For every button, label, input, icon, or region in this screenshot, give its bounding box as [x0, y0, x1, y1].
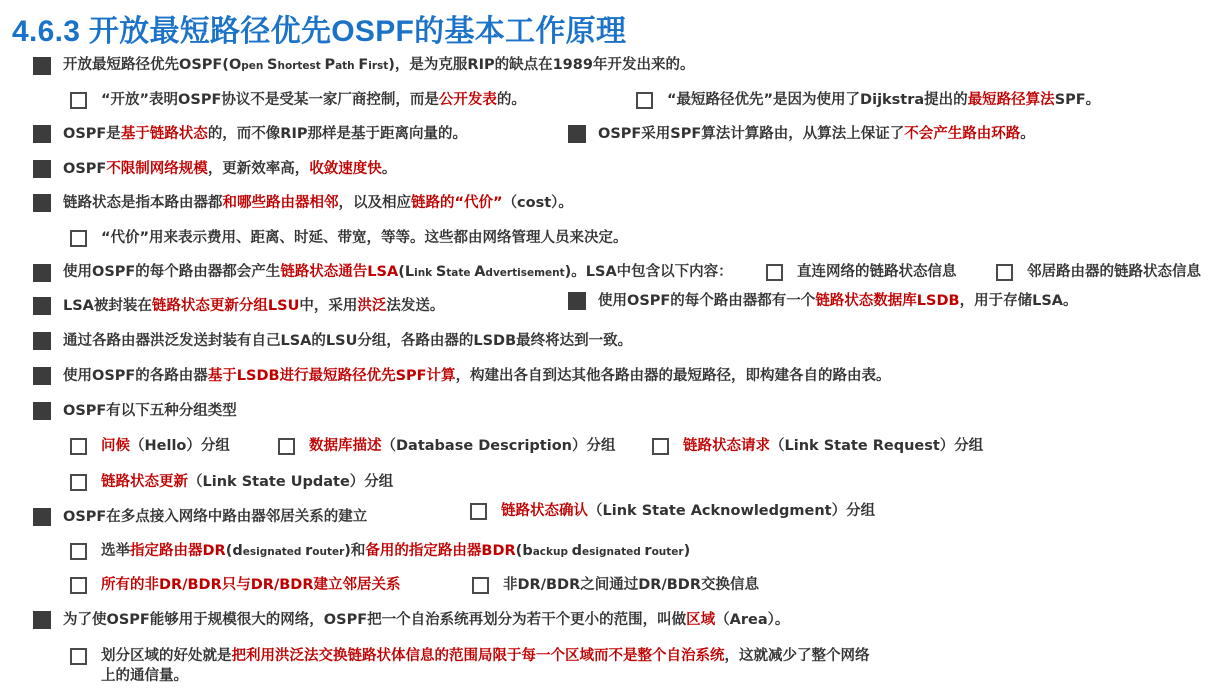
bullet-spf-calculation [33, 366, 891, 386]
sub-item-text: “代价”用来表示费用、距离、时延、带宽，等等。这些都由网络管理人员来决定。 [101, 230, 628, 246]
sub-item-text: 非DR/BDR之间通过DR/BDR交换信息 [503, 577, 760, 593]
checkbox-icon [70, 543, 87, 560]
checkbox-icon [766, 264, 783, 281]
bullet-spf-no-loop [568, 124, 1035, 144]
bullet-no-scale-limit [33, 159, 396, 179]
sub-item-neighbor-router [996, 262, 1201, 282]
bullet-area-division [33, 610, 789, 630]
checkbox-icon [652, 438, 669, 455]
bullet-square-icon [33, 297, 51, 315]
checkbox-icon [636, 92, 653, 109]
bullet-text: OSPF不限制网络规模，更新效率高，收敛速度快。 [63, 161, 397, 177]
sub-item-text: 链路状态确认（Link State Acknowledgment）分组 [501, 503, 876, 519]
bullet-link-state-definition [33, 193, 573, 213]
checkbox-icon [472, 577, 489, 594]
checkbox-icon [996, 264, 1013, 281]
sub-item-text: 问候（Hello）分组 [101, 438, 230, 454]
sub-item-exchange-via-dr [472, 575, 759, 595]
bullet-lsdb [568, 291, 1078, 311]
sub-item-adjacency-only-dr [70, 575, 401, 595]
bullet-square-icon [33, 264, 51, 282]
bullet-square-icon [33, 611, 51, 629]
sub-item-text: 数据库描述（Database Description）分组 [309, 438, 616, 454]
page-title: 4.6.3 开放最短路径优先OSPF的基本工作原理 [12, 15, 627, 48]
bullet-text: OSPF是基于链路状态的，而不像RIP那样是基于距离向量的。 [63, 126, 467, 142]
bullet-text: 链路状态是指本路由器都和哪些路由器相邻，以及相应链路的“代价”（cost）。 [63, 195, 573, 211]
sub-item-text: 划分区域的好处就是把利用洪泛法交换链路状体信息的范围局限于每一个区域而不是整个自治系统，这就减少了整个网络上的通信量。 [101, 648, 870, 684]
bullet-packet-types [33, 401, 237, 421]
bullet-square-icon [568, 125, 586, 143]
bullet-ospf-intro [33, 55, 694, 76]
bullet-lsdb-sync [33, 331, 632, 351]
sub-item-text: 邻居路由器的链路状态信息 [1027, 264, 1201, 280]
sub-item-open-meaning [70, 90, 526, 110]
sub-item-text: “开放”表明OSPF协议不是受某一家厂商控制，而是公开发表的。 [101, 92, 526, 108]
bullet-text: 开放最短路径优先OSPF(Open Shortest Path First)，是为克服RIP的缺点在1989年开发出来的。 [63, 57, 695, 73]
bullet-text: 使用OSPF的每个路由器都会产生链路状态通告LSA(Link State Advertisement)。LSA中包含以下内容： [63, 264, 733, 280]
sub-item-text: 所有的非DR/BDR只与DR/BDR建立邻居关系 [101, 577, 401, 593]
checkbox-icon [70, 230, 87, 247]
bullet-square-icon [33, 367, 51, 385]
bullet-text: 使用OSPF的每个路由器都有一个链路状态数据库LSDB，用于存储LSA。 [598, 293, 1078, 309]
bullet-square-icon [33, 508, 51, 526]
bullet-text: 通过各路由器洪泛发送封装有自己LSA的LSU分组，各路由器的LSDB最终将达到一致。 [63, 333, 633, 349]
packet-type-link-state-update [70, 472, 393, 492]
sub-item-text: 链路状态更新（Link State Update）分组 [101, 474, 394, 490]
bullet-square-icon [33, 125, 51, 143]
bullet-text: LSA被封装在链路状态更新分组LSU中，采用洪泛法发送。 [63, 298, 445, 314]
bullet-lsu-flooding [33, 296, 444, 316]
sub-item-cost-meaning [70, 228, 628, 248]
bullet-text: OSPF有以下五种分组类型 [63, 403, 237, 419]
checkbox-icon [70, 438, 87, 455]
bullet-square-icon [33, 160, 51, 178]
bullet-multi-access-neighbors [33, 507, 367, 527]
bullet-square-icon [33, 57, 51, 75]
sub-item-shortest-path-meaning [636, 90, 1100, 110]
bullet-link-state-based [33, 124, 467, 144]
packet-type-hello [70, 436, 230, 456]
bullet-square-icon [568, 292, 586, 310]
sub-item-area-benefit [70, 646, 870, 686]
packet-type-link-state-ack [470, 501, 875, 521]
sub-item-text: “最短路径优先”是因为使用了Dijkstra提出的最短路径算法SPF。 [667, 92, 1101, 108]
checkbox-icon [470, 503, 487, 520]
checkbox-icon [70, 92, 87, 109]
bullet-square-icon [33, 194, 51, 212]
bullet-text: OSPF在多点接入网络中路由器邻居关系的建立 [63, 509, 368, 525]
sub-item-text: 直连网络的链路状态信息 [797, 264, 957, 280]
sub-item-text: 链路状态请求（Link State Request）分组 [683, 438, 984, 454]
bullet-lsa-generation [33, 262, 733, 283]
checkbox-icon [70, 577, 87, 594]
sub-item-elect-dr-bdr [70, 541, 690, 562]
checkbox-icon [278, 438, 295, 455]
bullet-square-icon [33, 402, 51, 420]
bullet-text: 为了使OSPF能够用于规模很大的网络，OSPF把一个自治系统再划分为若干个更小的范围，叫做区域（Area）。 [63, 612, 790, 628]
bullet-text: 使用OSPF的各路由器基于LSDB进行最短路径优先SPF计算，构建出各自到达其他各路由器的最短路径，即构建各自的路由表。 [63, 368, 891, 384]
packet-type-database-description [278, 436, 616, 456]
sub-item-text: 选举指定路由器DR(designated router)和备用的指定路由器BDR(backup designated router) [101, 543, 691, 559]
bullet-text: OSPF采用SPF算法计算路由，从算法上保证了不会产生路由环路。 [598, 126, 1035, 142]
packet-type-link-state-request [652, 436, 983, 456]
bullet-square-icon [33, 332, 51, 350]
checkbox-icon [70, 474, 87, 491]
sub-item-direct-network [766, 262, 957, 282]
checkbox-icon [70, 648, 87, 665]
